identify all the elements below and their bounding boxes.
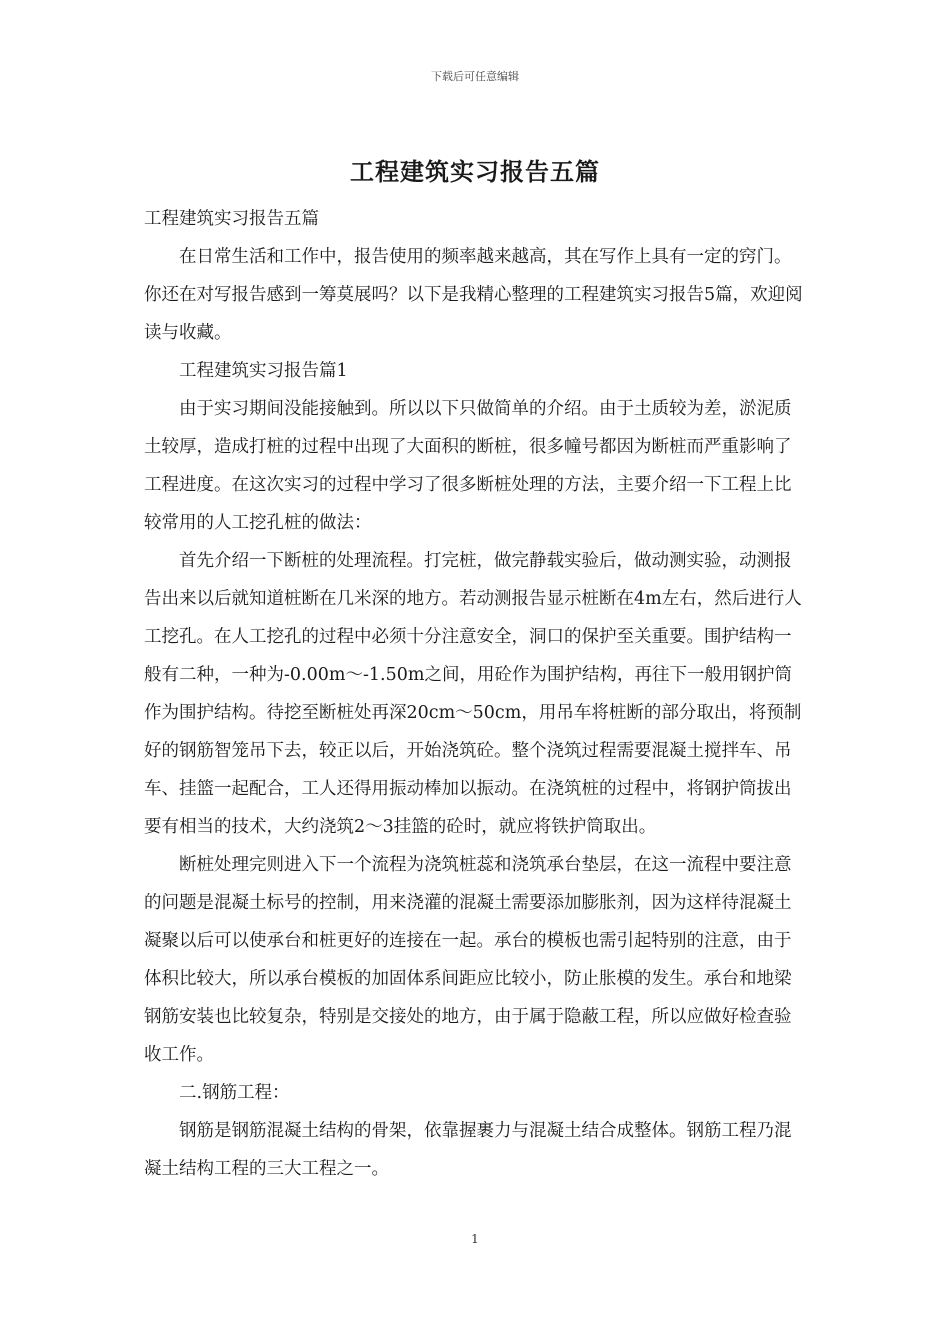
section-heading: 工程建筑实习报告篇1 (179, 361, 348, 381)
section-heading: 二.钢筋工程： (179, 1083, 290, 1103)
document-title: 工程建筑实习报告五篇 (350, 157, 600, 186)
page-number: 1 (471, 1232, 479, 1246)
subtitle-paragraph: 工程建筑实习报告五篇 (144, 209, 319, 229)
document-body (144, 200, 808, 1188)
header-note: 下载后可任意编辑 (431, 70, 519, 83)
intro-paragraph: 在日常生活和工作中，报告使用的频率越来越高，其在写作上具有一定的窍门。你还在对写报告感到一筹莫展吗？以下是我精心整理的工程建筑实习报告5篇，欢迎阅读与收藏。 (144, 247, 803, 343)
body-paragraph: 首先介绍一下断桩的处理流程。打完桩，做完静载实验后，做动测实验，动测报告出来以后就知道桩断在几米深的地方。若动测报告显示桩断在4m左右，然后进行人工挖孔。在人工挖孔的过程中必须十分注意安全，洞口的保护至关重要。围护结构一般有二种，一种为-0.00m～-1.50m之间，用砼作为围护结构，再往下一般用钢护筒作为围护结构。待挖至断桩处再深20cm～50cm，用吊车将桩断的部分取出，将预制好的钢筋智笼吊下去，较正以后，开始浇筑砼。整个浇筑过程需要混凝土搅拌车、吊车、挂篮一起配合，工人还得用振动棒加以振动。在浇筑桩的过程中，将钢护筒拔出要有相当的技术，大约浇筑2～3挂篮的砼时，就应将铁护筒取出。 (144, 551, 802, 837)
body-paragraph: 钢筋是钢筋混凝土结构的骨架，依靠握裹力与混凝土结合成整体。钢筋工程乃混凝土结构工程的三大工程之一。 (144, 1121, 792, 1179)
body-paragraph: 断桩处理完则进入下一个流程为浇筑桩蕊和浇筑承台垫层，在这一流程中要注意的问题是混凝土标号的控制，用来浇灌的混凝土需要添加膨胀剂，因为这样待混凝土凝聚以后可以使承台和桩更好的连接在一起。承台的模板也需引起特别的注意，由于体积比较大，所以承台模板的加固体系间距应比较小，防止胀模的发生。承台和地梁钢筋安装也比较复杂，特别是交接处的地方，由于属于隐蔽工程，所以应做好检查验收工作。 (144, 855, 792, 1065)
body-paragraph: 由于实习期间没能接触到。所以以下只做简单的介绍。由于土质较为差，淤泥质土较厚，造成打桩的过程中出现了大面积的断桩，很多幢号都因为断桩而严重影响了工程进度。在这次实习的过程中学习了很多断桩处理的方法，主要介绍一下工程上比较常用的人工挖孔桩的做法： (144, 399, 792, 533)
